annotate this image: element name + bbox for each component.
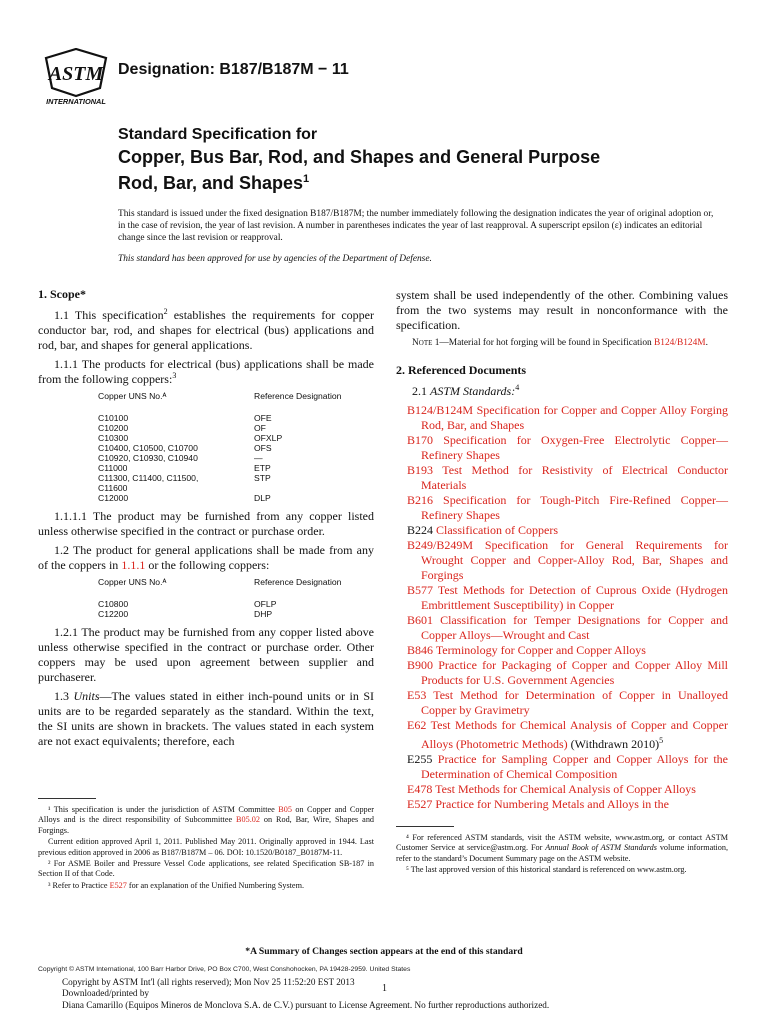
table-row: C10800 OFLP: [98, 599, 277, 609]
svg-text:INTERNATIONAL: INTERNATIONAL: [46, 97, 106, 106]
para-1-1-1: 1.1.1 The products for electrical (bus) applications shall be made from the following coppers:$^3$: [38, 357, 374, 386]
title-line-1: Standard Specification for: [118, 126, 318, 143]
right-column: [396, 288, 728, 812]
reference-title-link[interactable]: Practice for Packaging of Copper and Copper Alloy Mill Products for U.S. Government Agencies: [421, 658, 728, 687]
references-list: [396, 403, 728, 812]
reference-code[interactable]: E527: [407, 797, 433, 811]
table-row: C10300 OFXLP: [98, 433, 283, 443]
reference-title-link[interactable]: Practice for Numbering Metals and Alloys in the: [435, 797, 669, 811]
download-info: [62, 977, 549, 1011]
table-row: C12000 DLP: [98, 493, 271, 503]
svg-text:ASTM: ASTM: [48, 63, 104, 85]
reference-item: [396, 658, 728, 688]
title-footnote-mark: 1: [303, 173, 310, 185]
reference-item: [396, 752, 728, 782]
para-1-1-1-1: 1.1.1.1 The product may be furnished from any copper listed unless otherwise specified in the contract or purchase order.: [38, 509, 374, 538]
table-row: C11000 ETP: [98, 463, 271, 473]
reference-code[interactable]: B124/B124M: [407, 403, 474, 417]
reference-title-link[interactable]: Terminology for Copper and Copper Alloys: [435, 643, 646, 657]
reference-item: [396, 523, 728, 538]
reference-item: [396, 433, 728, 463]
link-e527[interactable]: E527: [109, 880, 127, 890]
title-line-2: Copper, Bus Bar, Rod, and Shapes and General Purpose: [118, 147, 601, 167]
footnote-rule: [396, 826, 454, 827]
copper-table-2: Copper UNS No.ᴬ Reference Designation C10800 OFLP C12200 DHP: [98, 577, 342, 619]
note-1: Note 1—Material for hot forging will be found in Specification B124/B124M.: [412, 338, 708, 348]
download-printed-by: Downloaded/printed by: [62, 988, 150, 999]
table-row: C11600: [98, 483, 128, 493]
footnote-5: ⁵ The last approved version of this historical standard is referenced on www.astm.org.: [406, 865, 687, 875]
reference-code[interactable]: B170: [407, 433, 434, 447]
reference-item: [396, 538, 728, 583]
reference-code: B224: [407, 523, 434, 537]
reference-code[interactable]: B577: [407, 583, 434, 597]
reference-title-link[interactable]: Test Methods for Detection of Cuprous Oxide (Hydrogen Embrittlement Susceptibility) in Copper: [421, 583, 728, 612]
table-row: C10100 OFE: [98, 413, 272, 423]
footnote-edition: Current edition approved April 1, 2011. Published May 2011. Originally approved in 1944. Last previous edition approved in 2006 as B187/B187M – 06. DOI: 10.1520/B0187_B0187M-11.: [38, 837, 374, 857]
link-b124[interactable]: B124/B124M: [654, 338, 706, 348]
footnote-rule: [38, 798, 96, 799]
download-license: Diana Camarillo (Equipos Mineros de Monclova S.A. de C.V.) pursuant to License Agreement. No further reproductions authorized.: [62, 999, 550, 1010]
reference-title-link[interactable]: Test Methods for Chemical Analysis of Copper Alloys: [435, 782, 696, 796]
reference-suffix: (Withdrawn 2010): [567, 737, 660, 751]
summary-of-changes-notice: *A Summary of Changes section appears at the end of this standard: [245, 946, 523, 957]
para-1-3-continued: system shall be used independently of the other. Combining values from the two systems may result in nonconformance with the specification.: [396, 288, 728, 332]
reference-title-link[interactable]: Test Method for Resistivity of Electrical Conductor Materials: [421, 463, 728, 492]
link-b05-02[interactable]: B05.02: [236, 815, 260, 825]
reference-title-link[interactable]: Classification for Temper Designations for Copper and Copper Alloys—Wrought and Cast: [421, 613, 728, 642]
reference-title-link[interactable]: Classification of Coppers: [436, 523, 558, 537]
preamble-text: This standard is issued under the fixed designation B187/B187M; the number immediately following the designation indicates the year of original adoption or, in the case of revision, the year of last revision. A number in parentheses indicates the year of last reapproval. A superscript epsilon (ε) indicates an editorial change since the last revision or reapproval.: [118, 209, 714, 243]
reference-footnote-mark: 5: [659, 736, 664, 745]
footnote-1: ¹ This specification is under the jurisdiction of ASTM Committee B05 on Copper and Copper Alloys and is the direct responsibility of Subcommittee B05.02 on Rod, Bar, Wire, Shapes and Forgings.: [38, 805, 375, 835]
reference-item: [396, 613, 728, 643]
table-row: C11300, C11400, C11500, STP: [98, 473, 271, 483]
reference-code[interactable]: B193: [407, 463, 434, 477]
reference-title-link[interactable]: Specification for General Requirements for Wrought Copper and Copper-Alloy Rod, Bar, Shapes and Forgings: [421, 538, 728, 582]
reference-code: E255: [407, 752, 433, 766]
footnotes-left: [38, 798, 374, 892]
page-number: 1: [382, 983, 387, 994]
reference-title-link[interactable]: Specification for Tough-Pitch Fire-Refined Copper—Refinery Shapes: [421, 493, 729, 522]
title-block: [118, 126, 718, 194]
reference-item: [396, 493, 728, 523]
left-column: [38, 287, 374, 753]
footnote-2: ² For ASME Boiler and Pressure Vessel Code applications, see related Specification SB-187 in Section II of that Code.: [38, 859, 374, 879]
copper-table-1: Copper UNS No.ᴬ Reference Designation C10100 OFE C10200 OF C10300 OFXLP C10400, C10500, C10700 OFS C10920, C10930, C10940 — C11000 ETP C11300, C11400, C11500, STP C11600 C12000 DLP: [98, 391, 342, 503]
reference-title-link[interactable]: Specification for Copper and Copper Alloy Forging Rod, Bar, and Shapes: [421, 403, 728, 432]
reference-title-link[interactable]: Practice for Sampling Copper and Copper Alloys for the Determination of Chemical Composition: [421, 752, 729, 781]
preamble: [118, 208, 720, 274]
reference-code[interactable]: E478: [407, 782, 433, 796]
footnote-4: ⁴ For referenced ASTM standards, visit the ASTM website, www.astm.org, or contact ASTM Customer Service at service@astm.org. For Annual Book of ASTM Standards volume information, refer to the standard’s Document Summary page on the ASTM website.: [396, 833, 729, 863]
reference-item: [396, 797, 728, 812]
footnote-3: ³ Refer to Practice E527 for an explanation of the Unified Numbering System.: [48, 880, 304, 890]
table-row: C12200 DHP: [98, 609, 273, 619]
table-row: C10920, C10930, C10940 —: [98, 453, 263, 463]
table-row: C10200 OF: [98, 423, 266, 433]
reference-item: [396, 583, 728, 613]
title-line-3: Rod, Bar, and Shapes$^1$: [118, 173, 310, 193]
reference-item: [396, 463, 728, 493]
reference-code[interactable]: B846: [407, 643, 434, 657]
reference-item: [396, 403, 728, 433]
scope-heading: 1. Scope*: [38, 287, 86, 301]
reference-item: [396, 643, 728, 658]
para-1-2: 1.2 The product for general applications shall be made from any of the coppers in 1.1.1 or the following coppers:: [38, 543, 374, 572]
link-b05[interactable]: B05: [278, 805, 292, 814]
dod-approval: This standard has been approved for use by agencies of the Department of Defense.: [118, 254, 432, 264]
reference-code[interactable]: B249/B249M: [407, 538, 474, 552]
footnotes-right: [396, 826, 728, 877]
reference-item: [396, 688, 728, 718]
para-1-3: 1.3 Units—The values stated in either inch-pound units or in SI units are to be regarded separately as the standard. Within the text, the SI units are shown in brackets. The values stated in each system are not exact equivalents; therefore, each: [38, 689, 375, 748]
astm-logo: [38, 48, 114, 106]
reference-code[interactable]: B216: [407, 493, 434, 507]
reference-code[interactable]: E62: [407, 718, 427, 732]
para-1-1: 1.1 This specification$^2$ establishes the requirements for copper conductor bar, rod, and shapes for electrical (bus) applications and rod, bar, and shapes for general applications.: [38, 307, 374, 352]
link-1-1-1[interactable]: 1.1.1: [121, 558, 146, 572]
reference-title-link[interactable]: Test Methods for Chemical Analysis of Copper and Copper Alloys (Photometric Methods): [421, 718, 728, 751]
designation: Designation: B187/B187M − 11: [118, 61, 349, 78]
copyright-line: Copyright © ASTM International, 100 Barr Harbor Drive, PO Box C700, West Conshohocken, PA 19428-2959. United States: [38, 966, 411, 973]
reference-code[interactable]: B900: [407, 658, 434, 672]
table-row: C10400, C10500, C10700 OFS: [98, 443, 272, 453]
reference-code[interactable]: E53: [407, 688, 427, 702]
reference-item: [396, 782, 728, 797]
reference-title-link[interactable]: Test Method for Determination of Copper in Unalloyed Copper by Gravimetry: [421, 688, 728, 717]
download-copyright: Copyright by ASTM Int'l (all rights reserved); Mon Nov 25 11:52:20 EST 2013: [62, 977, 355, 987]
reference-title-link[interactable]: Specification for Oxygen-Free Electrolytic Copper—Refinery Shapes: [421, 433, 728, 462]
reference-item: [396, 718, 728, 752]
para-1-2-1: 1.2.1 The product may be furnished from any copper listed above unless otherwise specified in the contract or purchase order. Other coppers may be used upon agreement between supplier and purchaserer.: [38, 625, 374, 684]
astm-standards-label: 2.1 ASTM Standards:$^4$: [412, 383, 520, 398]
references-heading: 2. Referenced Documents: [396, 363, 527, 377]
reference-code[interactable]: B601: [407, 613, 434, 627]
